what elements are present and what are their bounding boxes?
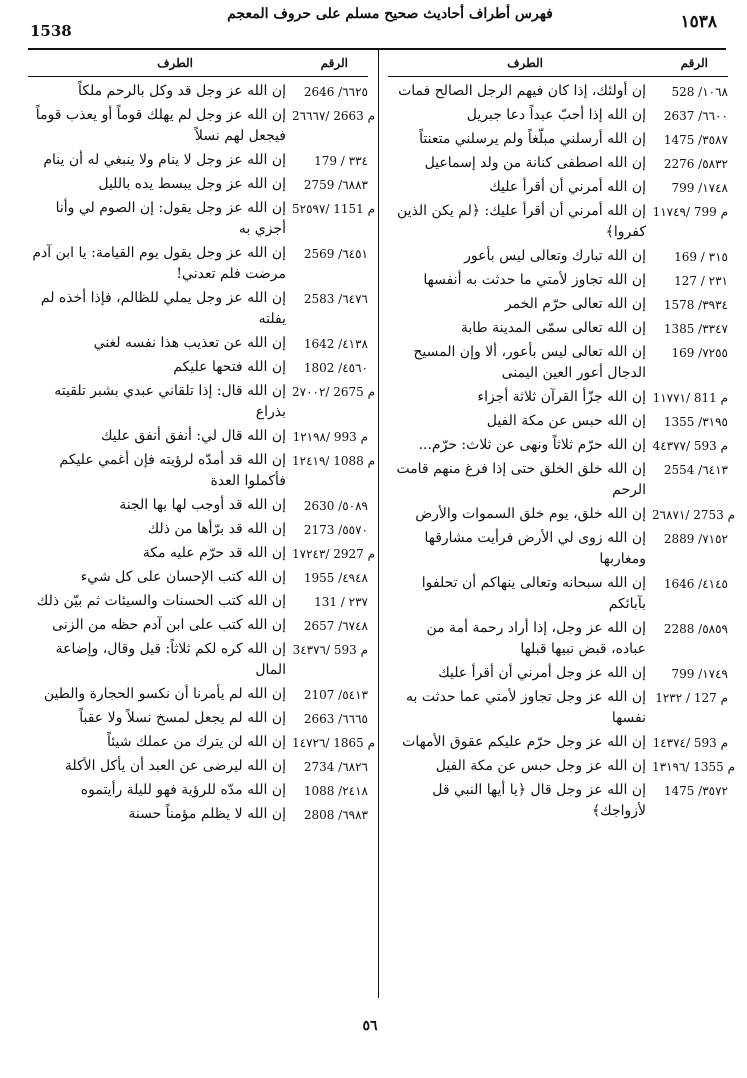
- entry-text: إن الله تعالى ليس بأعور، ألا وإن المسيح الدجال أعور العين اليمنى: [413, 344, 646, 381]
- index-entry: [28, 450, 376, 492]
- entry-number: 1م 1355 /٣١٩٦: [652, 760, 736, 774]
- entry-number: 1م 1865 /٤٧٢٦: [292, 736, 376, 750]
- entry-text: إن الله عز وجل يملي للظالم، فإذا أخذه لم يفلته: [40, 290, 286, 327]
- entry-number: 2657 /٦٧٤٨: [303, 619, 368, 633]
- index-entry: [388, 618, 728, 660]
- page-number-footer: ٥٦: [362, 1018, 378, 1034]
- entry-number: 1088 /٢٤١٨: [303, 784, 368, 798]
- index-entry: [388, 318, 728, 339]
- index-entry: [28, 150, 368, 171]
- entry-text: إن الله عز وجل لا ينام ولا ينبغي له أن ينام: [43, 152, 286, 168]
- entry-number: 2808 /٦٩٨٣: [303, 808, 368, 822]
- entry-number: 1م 811 /١٧٧١: [652, 391, 728, 405]
- entry-text: إن الله عز وجل يقول: إن الصوم لي وأنا أجزي به: [55, 200, 286, 237]
- column-header-rule: [28, 76, 368, 77]
- index-entry: [388, 756, 736, 777]
- index-entry: [388, 81, 728, 102]
- entry-number: 1642 /٤١٣٨: [303, 337, 368, 351]
- entry-number: 2م 2675 /٧٠٠٢: [292, 385, 376, 399]
- index-entry: [388, 732, 728, 753]
- left-entry-list: [28, 81, 376, 825]
- entry-number: 2173 /٥٥٧٠: [303, 523, 368, 537]
- header-rule: [28, 48, 726, 50]
- entry-text: إن الله حرّم ثلاثاً ونهى عن ثلاث: حرّم...: [418, 437, 646, 453]
- index-entry: [28, 684, 368, 705]
- index-entry: [28, 591, 368, 612]
- entry-text: إن الله عز وجل حبس عن مكة الفيل: [435, 758, 646, 774]
- entry-text: إن الله كتب الإحسان على كل شيء: [80, 569, 286, 585]
- index-entry: [28, 804, 368, 825]
- index-entry: [388, 459, 728, 501]
- index-entry: [28, 639, 368, 681]
- index-entry: [28, 198, 376, 240]
- index-entry: [28, 756, 368, 777]
- entry-number: 1355 /٣١٩٥: [663, 415, 728, 429]
- entry-number: 2288 /٥٨٥٩: [663, 622, 728, 636]
- entry-number: 2646 /٦٦٢٥: [303, 85, 368, 99]
- entry-text: إن الله تبارك وتعالى ليس بأعور: [464, 248, 646, 264]
- entry-text: إن الله عز وجل قال ﴿يا أيها النبي قل لأزواجك﴾: [432, 782, 646, 819]
- page-title: فهرس أطراف أحاديث صحيح مسلم على حروف المعجم: [227, 6, 553, 22]
- entry-text: إن الله قد أمدّه لرؤيته فإن أغمي عليكم فأكملوا العدة: [59, 452, 286, 489]
- index-entry: [388, 105, 728, 126]
- index-entry: [28, 333, 368, 354]
- index-entry: [388, 129, 728, 150]
- entry-number: 1385 /٣٣٤٧: [663, 322, 728, 336]
- index-entry: [28, 81, 368, 102]
- entry-number: 2م 2753 /٦٨٧١: [652, 508, 736, 522]
- right-column: [388, 52, 736, 825]
- entry-text: إن أولئك، إذا كان فيهم الرجل الصالح فمات: [398, 83, 646, 99]
- entry-text: إن الله عن تعذيب هذا نفسه لغني: [93, 335, 286, 351]
- entry-text: إن الله كره لكم ثلاثاً: قيل وقال، وإضاعة المال: [55, 641, 286, 678]
- entry-number: 4م 593 /٤٣٧٧: [652, 439, 728, 453]
- index-entry: [28, 381, 376, 423]
- entry-number: 799 /١٧٤٨: [671, 181, 728, 195]
- entry-number: 1م 993 /٢١٩٨: [292, 430, 368, 444]
- entry-text: إن الله خلق الخلق حتى إذا فرغ منهم قامت الرحم: [396, 461, 646, 498]
- entry-number: 1م 127 / ٢٣٢: [655, 691, 728, 705]
- entry-text: إن الله قال: إذا تلقاني عبدي بشبر تلقيته بذراع: [54, 383, 286, 420]
- text-column-header: الطرف: [507, 56, 543, 70]
- entry-number: 2م 2663 /٦٦٦٧: [292, 109, 376, 123]
- entry-number: 3م 593 /٤٣٧٦: [292, 643, 368, 657]
- entry-text: إن الله قد أوجب لها بها الجنة: [119, 497, 286, 513]
- index-entry: [28, 174, 368, 195]
- index-entry: [28, 105, 376, 147]
- index-entry: [28, 732, 376, 753]
- entry-number: 2554 /٦٤١٣: [663, 463, 728, 477]
- left-column: [28, 52, 376, 828]
- entry-number: 2276 /٥٨٣٢: [663, 157, 728, 171]
- number-column-header: الرقم: [680, 56, 708, 70]
- entry-text: إن الله قد برّأها من ذلك: [147, 521, 286, 537]
- page-number-left: 1538: [30, 22, 72, 40]
- entry-text: إن الله فتحها عليكم: [173, 359, 286, 375]
- entry-number: 1955 /٤٩٤٨: [303, 571, 368, 585]
- entry-text: إن الله أمرني أن أقرأ عليك: [489, 179, 646, 195]
- entry-text: إن الله تعالى سمّى المدينة طابة: [460, 320, 646, 336]
- entry-text: إن الله اصطفى كنانة من ولد إسماعيل: [424, 155, 646, 171]
- entry-text: إن الله إذا أحبّ عبداً دعا جبريل: [466, 107, 646, 123]
- entry-text: إن الله حبس عن مكة الفيل: [486, 413, 646, 429]
- number-column-header: الرقم: [320, 56, 348, 70]
- entry-number: 2759 /٦٨٨٣: [303, 178, 368, 192]
- index-entry: [388, 504, 736, 525]
- index-entry: [28, 288, 368, 330]
- index-entry: [28, 543, 376, 564]
- page-number-right: ١٥٣٨: [680, 12, 717, 32]
- entry-number: 1م 2927 /٧٢٤٣: [292, 547, 376, 561]
- entry-text: إن الله ليرضى عن العبد أن يأكل الأكلة: [64, 758, 286, 774]
- index-entry: [388, 411, 728, 432]
- index-entry: [28, 780, 368, 801]
- entry-number: 1م 799 /١٧٤٩: [652, 205, 728, 219]
- entry-text: إن الله عز وجل يبسط يده بالليل: [98, 176, 286, 192]
- index-entry: [28, 615, 368, 636]
- entry-number: 179 / ٣٣٤: [314, 154, 368, 168]
- entry-number: 528 /١٠٦٨: [671, 85, 728, 99]
- index-entry: [28, 426, 368, 447]
- index-entry: [388, 201, 728, 243]
- entry-text: إن الله عز وجل يقول يوم القيامة: يا ابن آدم مرضت فلم تعدني!: [32, 245, 286, 282]
- right-column-header: [388, 52, 728, 76]
- index-entry: [28, 243, 368, 285]
- entry-text: إن الله جزّأ القرآن ثلاثة أجزاء: [477, 389, 646, 405]
- entry-text: إن الله مدّه للرؤية فهو لليلة رأيتموه: [80, 782, 286, 798]
- index-entry: [388, 246, 728, 267]
- entry-text: إن الله زوى لي الأرض فرأيت مشارقها ومغاربها: [424, 530, 646, 567]
- index-entry: [388, 387, 728, 408]
- entry-number: 127 / ٢٣١: [674, 274, 728, 288]
- entry-text: إن الله تعالى حرّم الخمر: [504, 296, 646, 312]
- entry-text: إن الله كتب على ابن آدم حظه من الزنى: [52, 617, 286, 633]
- index-entry: [388, 435, 728, 456]
- entry-number: 2569 /٦٤٥١: [303, 247, 368, 261]
- entry-text: إن الله تجاوز لأمتي ما حدثت به أنفسها: [423, 272, 646, 288]
- index-entry: [388, 687, 728, 729]
- entry-text: إن الله لا يظلم مؤمناً حسنة: [128, 806, 286, 822]
- column-header-rule: [388, 76, 728, 77]
- entry-text: إن الله أمرني أن أقرأ عليك: ﴿لم يكن الذين كفروا﴾: [397, 203, 646, 240]
- entry-text: إن الله لم يأمرنا أن نكسو الحجارة والطين: [43, 686, 286, 702]
- entry-text: إن الله قال لي: أنفق أنفق عليك: [100, 428, 286, 444]
- entry-number: 131 / ٢٣٧: [314, 595, 368, 609]
- text-column-header: الطرف: [157, 56, 193, 70]
- entry-text: إن الله عز وجل قد وكل بالرحم ملكاً: [77, 83, 286, 99]
- entry-text: إن الله عز وجل حرّم عليكم عقوق الأمهات: [402, 734, 646, 750]
- index-entry: [388, 528, 728, 570]
- index-entry: [388, 177, 728, 198]
- entry-number: 1475 /٣٥٨٧: [663, 133, 728, 147]
- entry-text: إن الله سبحانه وتعالى ينهاكم أن تحلفوا بآبائكم: [421, 575, 646, 612]
- entry-number: 1م 593 /٤٣٧٤: [652, 736, 728, 750]
- entry-number: 2637 /٦٦٠٠: [663, 109, 728, 123]
- index-entry: [28, 357, 368, 378]
- entry-text: إن الله عز وجل، إذا أراد رحمة أمة من عباده، قبض نبيها قبلها: [426, 620, 646, 657]
- entry-number: 2630 /٥٠٨٩: [303, 499, 368, 513]
- entry-text: إن الله عز وجل تجاوز لأمتي عما حدثت به نفسها: [405, 689, 646, 726]
- entry-number: 1646 /٤١٤٥: [663, 577, 728, 591]
- left-column-header: [28, 52, 368, 76]
- entry-number: 1578 /٣٩٣٤: [663, 298, 728, 312]
- index-entry: [28, 519, 368, 540]
- entry-number: 2889 /٧١٥٢: [663, 532, 728, 546]
- index-entry: [388, 294, 728, 315]
- right-entry-list: [388, 81, 736, 822]
- entry-text: إن الله أرسلني مبلّغاً ولم يرسلني متعنتاً: [419, 131, 646, 147]
- entry-number: 2663 /٦٦٦٥: [303, 712, 368, 726]
- entry-number: 169 /٧٢٥٥: [671, 346, 728, 360]
- entry-text: إن الله خلق، يوم خلق السموات والأرض: [415, 506, 646, 522]
- entry-number: 1475 /٣٥٧٢: [663, 784, 728, 798]
- entry-number: 1802 /٤٥٦٠: [303, 361, 368, 375]
- index-entry: [28, 567, 368, 588]
- entry-number: 169 / ٣١٥: [674, 250, 728, 264]
- entry-text: إن الله لم يجعل لمسخ نسلاً ولا عقباً: [79, 710, 286, 726]
- index-entry: [388, 573, 728, 615]
- index-entry: [388, 663, 728, 684]
- entry-text: إن الله لن يترك من عملك شيئاً: [107, 734, 286, 750]
- column-divider: [378, 50, 379, 998]
- entry-number: 799 /١٧٤٩: [671, 667, 728, 681]
- entry-number: 2734 /٦٨٢٦: [303, 760, 368, 774]
- index-entry: [388, 153, 728, 174]
- entry-number: 5م 1151 /٢٥٩٧: [292, 202, 376, 216]
- index-entry: [388, 780, 728, 822]
- entry-text: إن الله عز وجل لم يهلك قوماً أو يعذب قوماً فيجعل لهم نسلاً: [35, 107, 286, 144]
- entry-text: إن الله كتب الحسنات والسيئات ثم بيّن ذلك: [36, 593, 286, 609]
- index-entry: [388, 270, 728, 291]
- entry-number: 1م 1088 /٢٤١٩: [292, 454, 376, 468]
- index-entry: [28, 708, 368, 729]
- index-entry: [28, 495, 368, 516]
- index-entry: [388, 342, 728, 384]
- entry-number: 2107 /٥٤١٣: [303, 688, 368, 702]
- entry-text: إن الله قد حرّم عليه مكة: [142, 545, 286, 561]
- entry-number: 2583 /٦٤٧٦: [303, 292, 368, 306]
- entry-text: إن الله عز وجل أمرني أن أقرأ عليك: [438, 665, 646, 681]
